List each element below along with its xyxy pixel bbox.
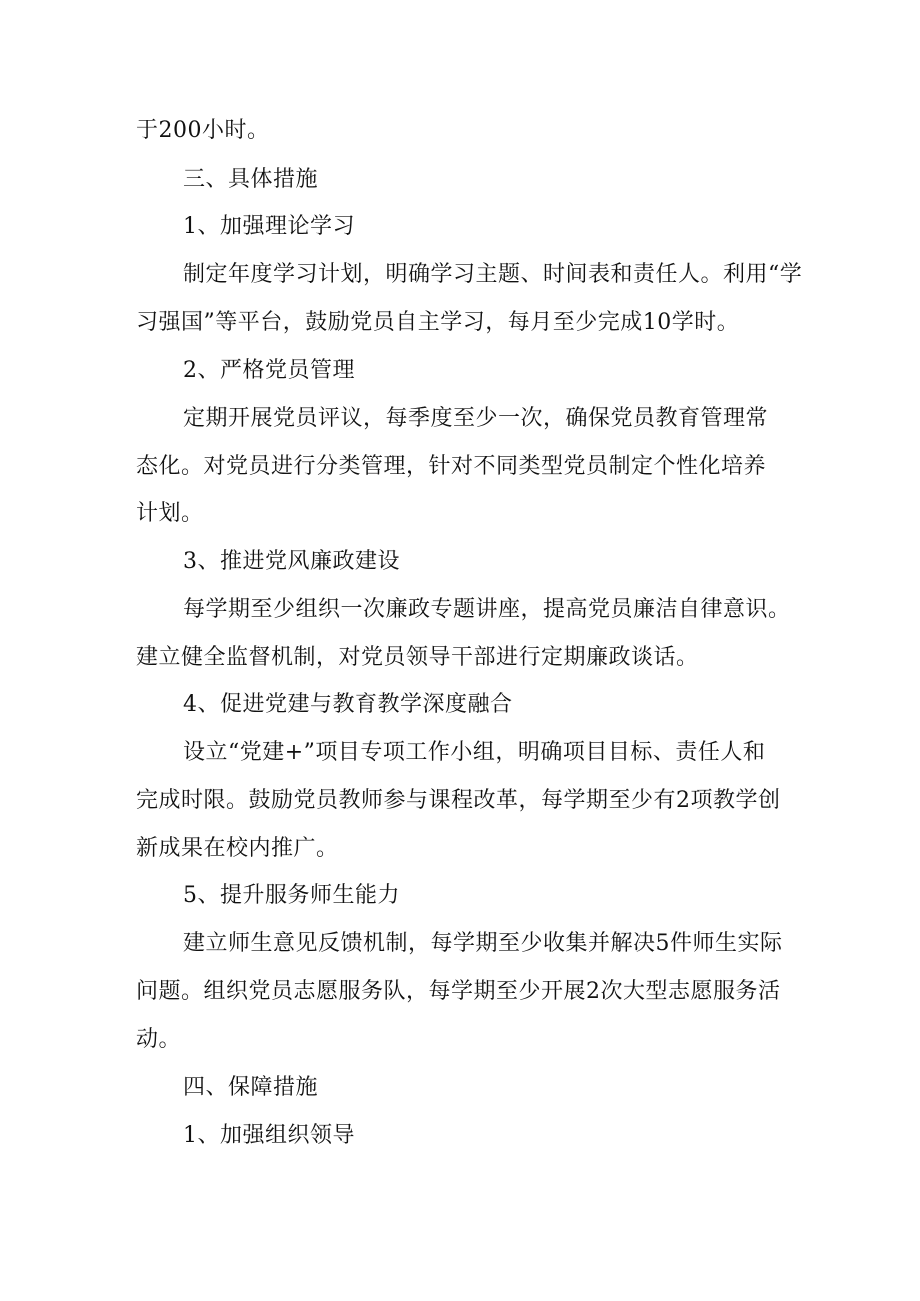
subsection-heading: 4、促进党建与教育教学深度融合 — [183, 692, 513, 717]
body-text-line: 定期开展党员评议，每季度至少一次，确保党员教育管理常 — [183, 406, 769, 431]
body-text-line: 习强国”等平台，鼓励党员自主学习，每月至少完成10学时。 — [136, 310, 740, 335]
subsection-heading: 3、推进党风廉政建设 — [183, 549, 400, 574]
body-text-line: 新成果在校内推广。 — [136, 836, 339, 861]
subsection-heading: 1、加强组织领导 — [183, 1123, 355, 1148]
body-text-line: 计划。 — [136, 501, 204, 526]
body-text-line: 问题。组织党员志愿服务队，每学期至少开展2次大型志愿服务活 — [136, 979, 781, 1004]
body-text-line: 建立师生意见反馈机制，每学期至少收集并解决5件师生实际 — [183, 931, 783, 956]
section-heading: 三、具体措施 — [183, 167, 319, 192]
body-text-line: 完成时限。鼓励党员教师参与课程改革，每学期至少有2项教学创 — [136, 788, 781, 813]
subsection-heading: 5、提升服务师生能力 — [183, 883, 400, 908]
body-text-line: 动。 — [136, 1027, 182, 1052]
section-heading: 四、保障措施 — [183, 1075, 319, 1100]
body-text-line: 于200小时。 — [136, 118, 270, 143]
subsection-heading: 1、加强理论学习 — [183, 214, 355, 239]
body-text-line: 制定年度学习计划，明确学习主题、时间表和责任人。利用“学 — [183, 262, 803, 287]
body-text-line: 每学期至少组织一次廉政专题讲座，提高党员廉洁自律意识。 — [183, 597, 791, 622]
body-text-line: 态化。对党员进行分类管理，针对不同类型党员制定个性化培养 — [136, 454, 767, 479]
body-text-line: 设立“党建+”项目专项工作小组，明确项目目标、责任人和 — [183, 740, 766, 765]
body-text-line: 建立健全监督机制，对党员领导干部进行定期廉政谈话。 — [136, 645, 699, 670]
subsection-heading: 2、严格党员管理 — [183, 358, 355, 383]
